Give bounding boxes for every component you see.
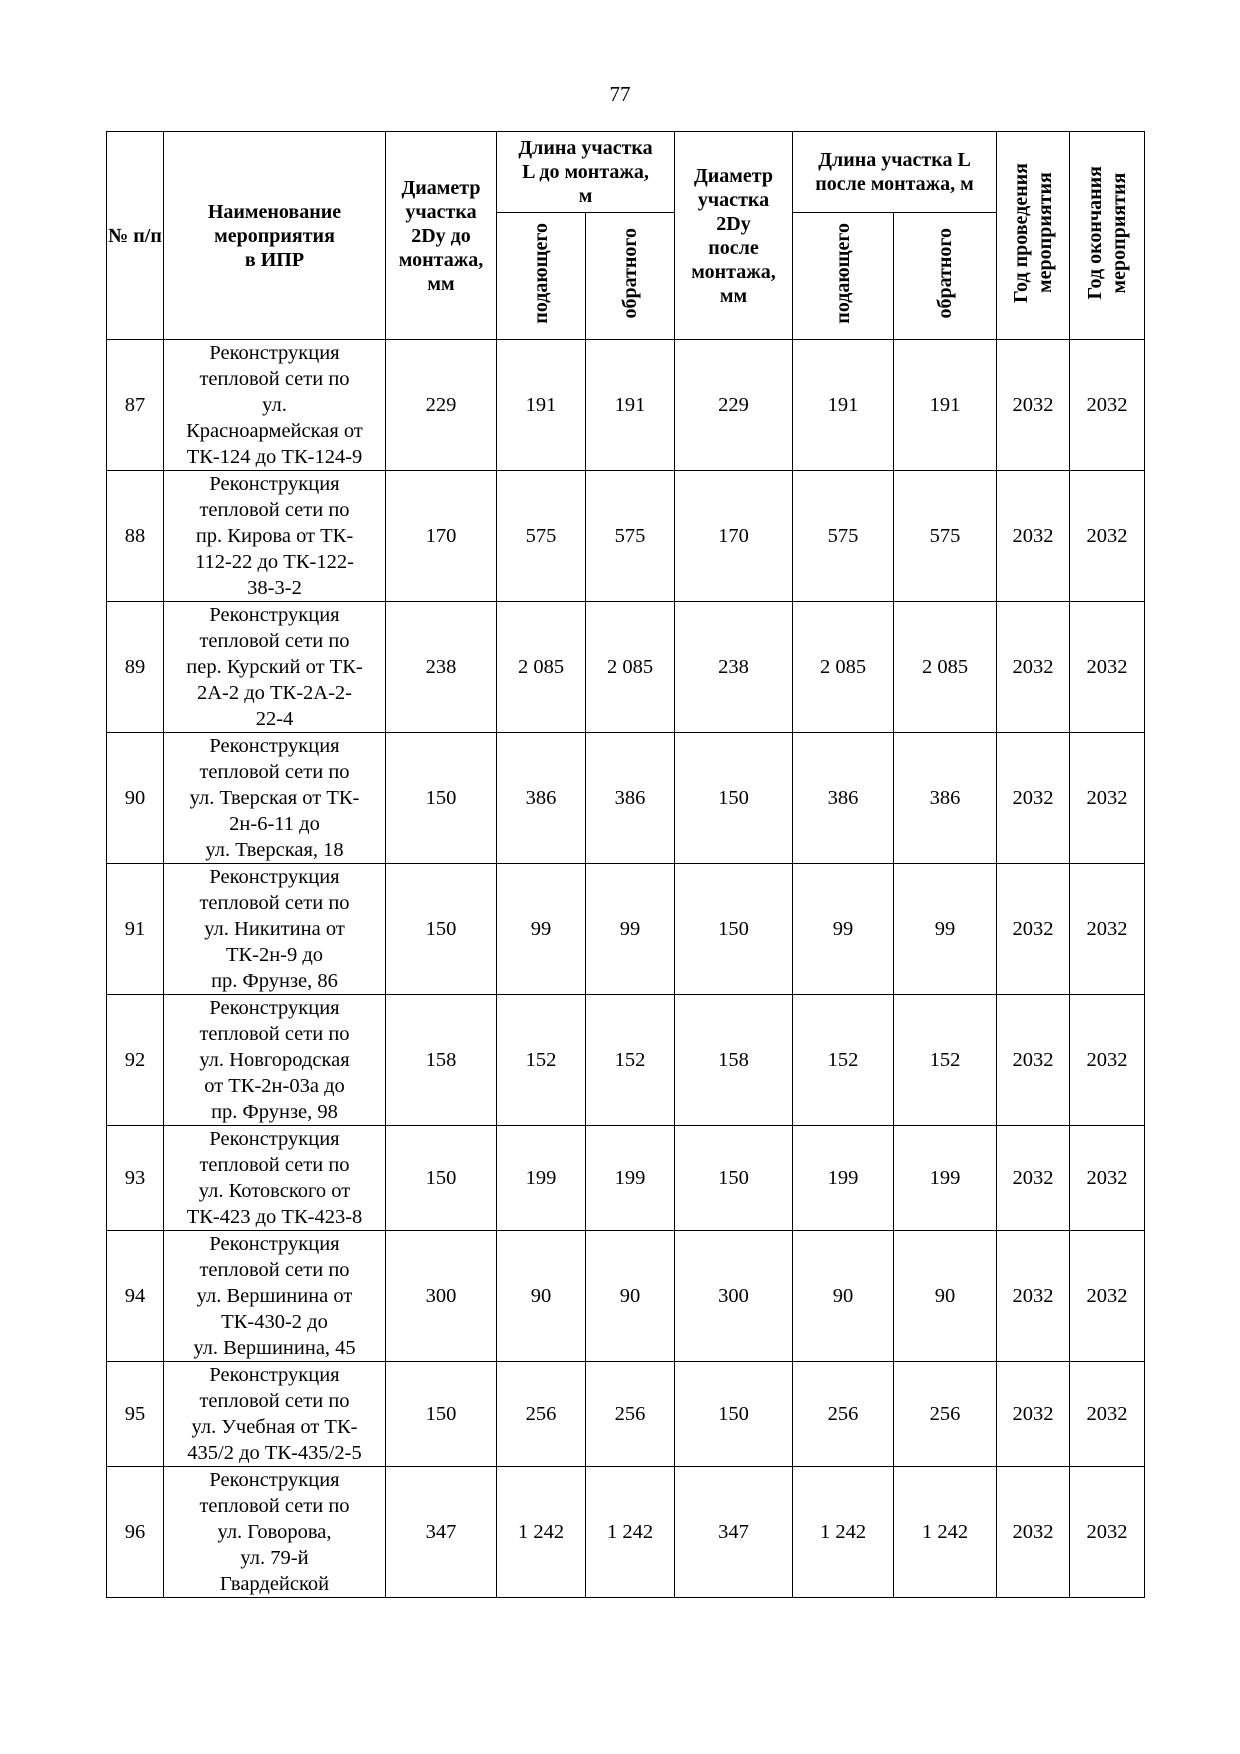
header-diam-before: Диаметр участка 2Dy до монтажа, мм	[386, 132, 497, 340]
name-line: тепловой сети по	[199, 1154, 350, 1176]
name-line: ул. Учебная от ТК-	[191, 1416, 358, 1438]
cell-name	[164, 733, 386, 864]
cell-supply-before: 1 242	[497, 1467, 586, 1598]
measures-table	[106, 131, 1145, 1598]
cell-diameter-after: 150	[675, 733, 793, 864]
name-line: пер. Курский от ТК-	[186, 656, 363, 678]
name-line: тепловой сети по	[199, 1259, 350, 1281]
name-line: ул. Говорова,	[217, 1521, 332, 1543]
table-row	[107, 1231, 1145, 1362]
cell-supply-after: 99	[793, 864, 894, 995]
cell-name	[164, 1467, 386, 1598]
cell-diameter-after: 158	[675, 995, 793, 1126]
name-line: Реконструкция	[209, 1233, 340, 1255]
cell-return-after: 575	[894, 471, 997, 602]
cell-num: 91	[107, 864, 164, 995]
cell-diameter-after: 150	[675, 864, 793, 995]
header-name: Наименование мероприятия в ИПР	[164, 132, 386, 340]
header-return-after	[894, 213, 997, 340]
cell-supply-after: 191	[793, 340, 894, 471]
cell-year-start: 2032	[997, 1467, 1070, 1598]
table-row	[107, 733, 1145, 864]
name-line: тепловой сети по	[199, 1390, 350, 1412]
cell-name	[164, 1231, 386, 1362]
cell-supply-before: 99	[497, 864, 586, 995]
cell-supply-before: 199	[497, 1126, 586, 1231]
name-line: тепловой сети по	[199, 630, 350, 652]
name-line: ул. Тверская от ТК-	[189, 787, 360, 809]
name-line: тепловой сети по	[199, 368, 350, 390]
table-row	[107, 1126, 1145, 1231]
header-diam-after: Диаметр участка 2Dy после монтажа, мм	[675, 132, 793, 340]
header-supply-before	[497, 213, 586, 340]
table-body	[107, 340, 1145, 1598]
name-line: 2А-2 до ТК-2А-2-	[196, 682, 353, 704]
table-row	[107, 864, 1145, 995]
name-line: ТК-430-2 до	[221, 1311, 328, 1333]
cell-diameter-before: 158	[386, 995, 497, 1126]
name-line: ул. Котовского от	[198, 1180, 351, 1202]
cell-year-start: 2032	[997, 1362, 1070, 1467]
header-supply-after	[793, 213, 894, 340]
header-supply-before-text: подающего	[530, 222, 552, 324]
cell-return-before: 1 242	[586, 1467, 675, 1598]
cell-supply-after: 90	[793, 1231, 894, 1362]
cell-year-end: 2032	[1070, 340, 1145, 471]
cell-return-after: 2 085	[894, 602, 997, 733]
cell-supply-before: 90	[497, 1231, 586, 1362]
cell-return-after: 191	[894, 340, 997, 471]
cell-year-end: 2032	[1070, 1467, 1145, 1598]
cell-num: 87	[107, 340, 164, 471]
cell-return-before: 199	[586, 1126, 675, 1231]
cell-supply-after: 575	[793, 471, 894, 602]
cell-num: 89	[107, 602, 164, 733]
cell-supply-before: 256	[497, 1362, 586, 1467]
cell-num: 93	[107, 1126, 164, 1231]
cell-diameter-before: 300	[386, 1231, 497, 1362]
header-num	[107, 132, 164, 340]
cell-year-end: 2032	[1070, 864, 1145, 995]
table-header	[107, 132, 1145, 340]
name-line: ул. Вершинина, 45	[193, 1337, 356, 1359]
name-line: Реконструкция	[209, 342, 340, 364]
cell-diameter-before: 170	[386, 471, 497, 602]
name-line: Реконструкция	[209, 1364, 340, 1386]
header-year-start-text: Год проведения мероприятия	[1010, 162, 1057, 303]
cell-name	[164, 340, 386, 471]
cell-diameter-after: 238	[675, 602, 793, 733]
name-line: 2н-6-11 до	[229, 813, 320, 835]
name-line: Реконструкция	[209, 997, 340, 1019]
name-line: 38-3-2	[247, 577, 302, 599]
name-line: 435/2 до ТК-435/2-5	[187, 1442, 362, 1464]
cell-return-after: 256	[894, 1362, 997, 1467]
cell-return-after: 152	[894, 995, 997, 1126]
name-line: ТК-124 до ТК-124-9	[186, 446, 363, 468]
name-line: тепловой сети по	[199, 892, 350, 914]
cell-year-start: 2032	[997, 602, 1070, 733]
name-line: Реконструкция	[209, 866, 340, 888]
cell-year-end: 2032	[1070, 471, 1145, 602]
name-line: ул.	[262, 394, 287, 416]
name-line: тепловой сети по	[199, 1023, 350, 1045]
table-row	[107, 1362, 1145, 1467]
cell-diameter-before: 347	[386, 1467, 497, 1598]
cell-diameter-before: 150	[386, 733, 497, 864]
header-num-text: № п/п	[108, 224, 162, 247]
cell-return-after: 1 242	[894, 1467, 997, 1598]
cell-supply-before: 191	[497, 340, 586, 471]
header-len-after: Длина участка L после монтажа, м	[793, 132, 997, 213]
name-line: Реконструкция	[209, 735, 340, 757]
table-row	[107, 340, 1145, 471]
name-line: 22-4	[255, 708, 294, 730]
cell-return-before: 99	[586, 864, 675, 995]
cell-year-end: 2032	[1070, 733, 1145, 864]
name-line: Реконструкция	[209, 604, 340, 626]
name-line: Реконструкция	[209, 1469, 340, 1491]
name-line: тепловой сети по	[199, 499, 350, 521]
name-line: пр. Кирова от ТК-	[195, 525, 354, 547]
cell-name	[164, 1362, 386, 1467]
cell-year-start: 2032	[997, 864, 1070, 995]
cell-num: 96	[107, 1467, 164, 1598]
name-line: ТК-423 до ТК-423-8	[186, 1206, 363, 1228]
table-row	[107, 995, 1145, 1126]
cell-year-start: 2032	[997, 1126, 1070, 1231]
cell-return-before: 386	[586, 733, 675, 864]
cell-diameter-before: 150	[386, 1362, 497, 1467]
cell-supply-after: 152	[793, 995, 894, 1126]
cell-name	[164, 471, 386, 602]
cell-year-end: 2032	[1070, 602, 1145, 733]
cell-year-start: 2032	[997, 995, 1070, 1126]
name-line: ул. Никитина от	[204, 918, 345, 940]
cell-year-start: 2032	[997, 733, 1070, 864]
cell-return-before: 2 085	[586, 602, 675, 733]
header-return-before	[586, 213, 675, 340]
cell-return-before: 575	[586, 471, 675, 602]
cell-supply-before: 2 085	[497, 602, 586, 733]
cell-diameter-before: 150	[386, 1126, 497, 1231]
cell-diameter-before: 150	[386, 864, 497, 995]
cell-num: 92	[107, 995, 164, 1126]
table-row	[107, 1467, 1145, 1598]
cell-year-start: 2032	[997, 1231, 1070, 1362]
name-line: тепловой сети по	[199, 761, 350, 783]
name-line: Гвардейской	[219, 1573, 330, 1595]
name-line: пр. Фрунзе, 86	[211, 970, 338, 992]
cell-return-before: 152	[586, 995, 675, 1126]
header-len-before: Длина участка L до монтажа, м	[497, 132, 675, 213]
cell-diameter-after: 347	[675, 1467, 793, 1598]
header-return-before-text: обратного	[619, 227, 641, 319]
cell-year-end: 2032	[1070, 995, 1145, 1126]
name-line: Красноармейская от	[186, 420, 363, 442]
cell-year-end: 2032	[1070, 1126, 1145, 1231]
name-line: Реконструкция	[209, 1128, 340, 1150]
cell-diameter-after: 170	[675, 471, 793, 602]
name-line: 112-22 до ТК-122-	[195, 551, 354, 573]
cell-supply-after: 2 085	[793, 602, 894, 733]
name-line: ТК-2н-9 до	[225, 944, 324, 966]
header-supply-after-text: подающего	[832, 222, 855, 324]
cell-year-end: 2032	[1070, 1231, 1145, 1362]
name-line: тепловой сети по	[199, 1495, 350, 1517]
cell-return-before: 90	[586, 1231, 675, 1362]
cell-year-start: 2032	[997, 471, 1070, 602]
table-row	[107, 471, 1145, 602]
cell-supply-before: 386	[497, 733, 586, 864]
cell-supply-before: 575	[497, 471, 586, 602]
cell-return-before: 256	[586, 1362, 675, 1467]
cell-supply-before: 152	[497, 995, 586, 1126]
cell-diameter-before: 229	[386, 340, 497, 471]
cell-year-end: 2032	[1070, 1362, 1145, 1467]
cell-return-before: 191	[586, 340, 675, 471]
page-number: 77	[609, 82, 631, 106]
cell-num: 90	[107, 733, 164, 864]
cell-name	[164, 995, 386, 1126]
header-return-after-text: обратного	[934, 227, 957, 319]
name-line: от ТК-2н-03а до	[204, 1075, 345, 1097]
cell-diameter-after: 229	[675, 340, 793, 471]
name-line: Реконструкция	[209, 473, 340, 495]
cell-num: 94	[107, 1231, 164, 1362]
header-year-end-text: Год окончания мероприятия	[1084, 165, 1131, 300]
cell-supply-after: 256	[793, 1362, 894, 1467]
name-line: ул. Вершинина от	[196, 1285, 353, 1307]
name-line: пр. Фрунзе, 98	[211, 1101, 338, 1123]
name-line: ул. 79-й	[240, 1547, 309, 1569]
cell-name	[164, 1126, 386, 1231]
cell-supply-after: 386	[793, 733, 894, 864]
cell-return-after: 99	[894, 864, 997, 995]
cell-diameter-after: 300	[675, 1231, 793, 1362]
cell-diameter-before: 238	[386, 602, 497, 733]
cell-diameter-after: 150	[675, 1362, 793, 1467]
cell-return-after: 386	[894, 733, 997, 864]
cell-return-after: 199	[894, 1126, 997, 1231]
cell-year-start: 2032	[997, 340, 1070, 471]
cell-diameter-after: 150	[675, 1126, 793, 1231]
cell-num: 95	[107, 1362, 164, 1467]
header-year-end	[1070, 132, 1145, 340]
name-line: ул. Тверская, 18	[205, 839, 344, 861]
cell-name	[164, 864, 386, 995]
header-year-start	[997, 132, 1070, 340]
cell-supply-after: 199	[793, 1126, 894, 1231]
cell-supply-after: 1 242	[793, 1467, 894, 1598]
cell-num: 88	[107, 471, 164, 602]
table-row	[107, 602, 1145, 733]
cell-name	[164, 602, 386, 733]
name-line: ул. Новгородская	[199, 1049, 350, 1071]
cell-return-after: 90	[894, 1231, 997, 1362]
